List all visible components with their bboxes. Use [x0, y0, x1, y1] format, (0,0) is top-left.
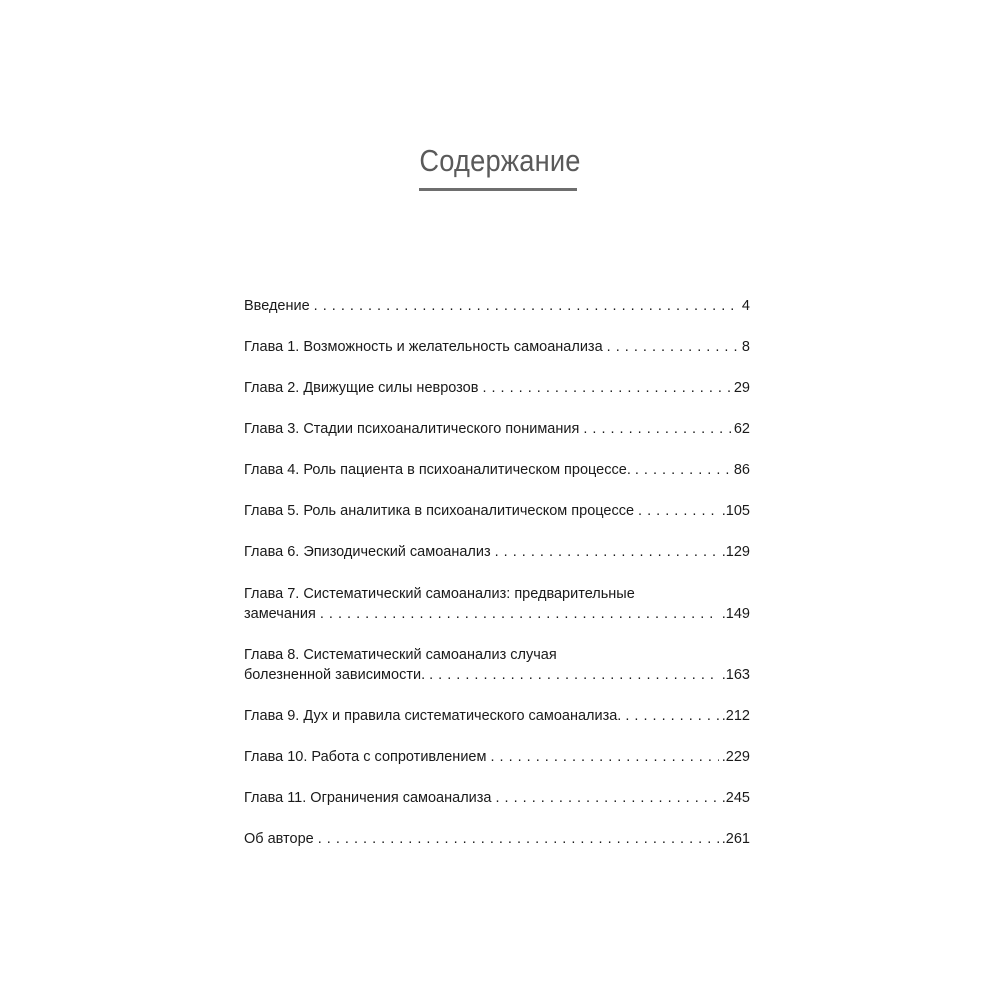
- toc-entry-chapter-10[interactable]: [244, 747, 750, 767]
- dot-leader: [482, 378, 730, 398]
- toc-entry-title: Глава 9. Дух и правила систематического самоанализа.: [244, 708, 622, 724]
- toc-entry-title: Глава 5. Роль аналитика в психоаналитическом процессе: [244, 503, 635, 519]
- dot-leader: [320, 604, 719, 624]
- dot-leader: [638, 501, 719, 521]
- toc-entry-chapter-1[interactable]: [244, 337, 750, 357]
- toc-entry-title: Глава 1. Возможность и желательность самоанализа: [244, 339, 603, 355]
- toc-entry-title: Об авторе: [244, 831, 314, 847]
- toc-entry-title: замечания: [244, 606, 316, 622]
- toc-entry-chapter-8[interactable]: [244, 645, 750, 685]
- toc-entry-chapter-7[interactable]: [244, 584, 750, 624]
- toc-entry-title-line-1: Глава 8. Систематический самоанализ случая: [244, 647, 557, 663]
- page-title: Содержание: [419, 143, 581, 178]
- toc-entry-title: Глава 6. Эпизодический самоанализ: [244, 544, 491, 560]
- toc-entry-page: .105: [721, 503, 750, 519]
- toc-entry-title: Глава 10. Работа с сопротивлением: [244, 749, 487, 765]
- dot-leader: [625, 706, 718, 726]
- dot-leader: [490, 747, 718, 767]
- toc-entry-title: Глава 4. Роль пациента в психоаналитическом процессе.: [244, 462, 631, 478]
- dot-leader: [314, 296, 739, 316]
- dot-leader: [429, 665, 719, 685]
- toc-entry-chapter-4[interactable]: [244, 460, 750, 480]
- dot-leader: [495, 542, 719, 562]
- toc-entry-page: .245: [721, 790, 750, 806]
- toc-entry-page: .149: [721, 606, 750, 622]
- dot-leader: [583, 419, 731, 439]
- toc-entry-title: Глава 3. Стадии психоаналитического понимания: [244, 421, 580, 437]
- toc-entry-page: .212: [721, 708, 750, 724]
- dot-leader: [635, 460, 731, 480]
- toc-entry-page: .229: [721, 749, 750, 765]
- toc-entry-chapter-9[interactable]: [244, 706, 750, 726]
- dot-leader: [495, 788, 718, 808]
- toc-entry-page: .163: [721, 667, 750, 683]
- toc-entry-about-author[interactable]: [244, 829, 750, 849]
- toc-entry-introduction[interactable]: [244, 296, 750, 316]
- toc-entry-chapter-2[interactable]: [244, 378, 750, 398]
- toc-entry-title: Введение: [244, 298, 310, 314]
- toc-entry-title: Глава 11. Ограничения самоанализа: [244, 790, 492, 806]
- toc-entry-page: 29: [733, 380, 750, 396]
- toc-entry-title: Глава 2. Движущие силы неврозов: [244, 380, 479, 396]
- toc-entry-page: 4: [741, 298, 750, 314]
- toc-entry-page: .129: [721, 544, 750, 560]
- toc-entry-page: 62: [733, 421, 750, 437]
- toc-entry-chapter-3[interactable]: [244, 419, 750, 439]
- toc-entry-title-line-1: Глава 7. Систематический самоанализ: предварительные: [244, 586, 635, 602]
- toc-entry-chapter-5[interactable]: [244, 501, 750, 521]
- toc-entry-page: 86: [733, 462, 750, 478]
- toc-entry-chapter-11[interactable]: [244, 788, 750, 808]
- dot-leader: [318, 829, 719, 849]
- title-underline: [419, 188, 577, 191]
- toc-entry-chapter-6[interactable]: [244, 542, 750, 562]
- dot-leader: [607, 337, 739, 357]
- toc-entry-page: .261: [721, 831, 750, 847]
- toc-entry-title: болезненной зависимости.: [244, 667, 426, 683]
- toc-entry-page: 8: [741, 339, 750, 355]
